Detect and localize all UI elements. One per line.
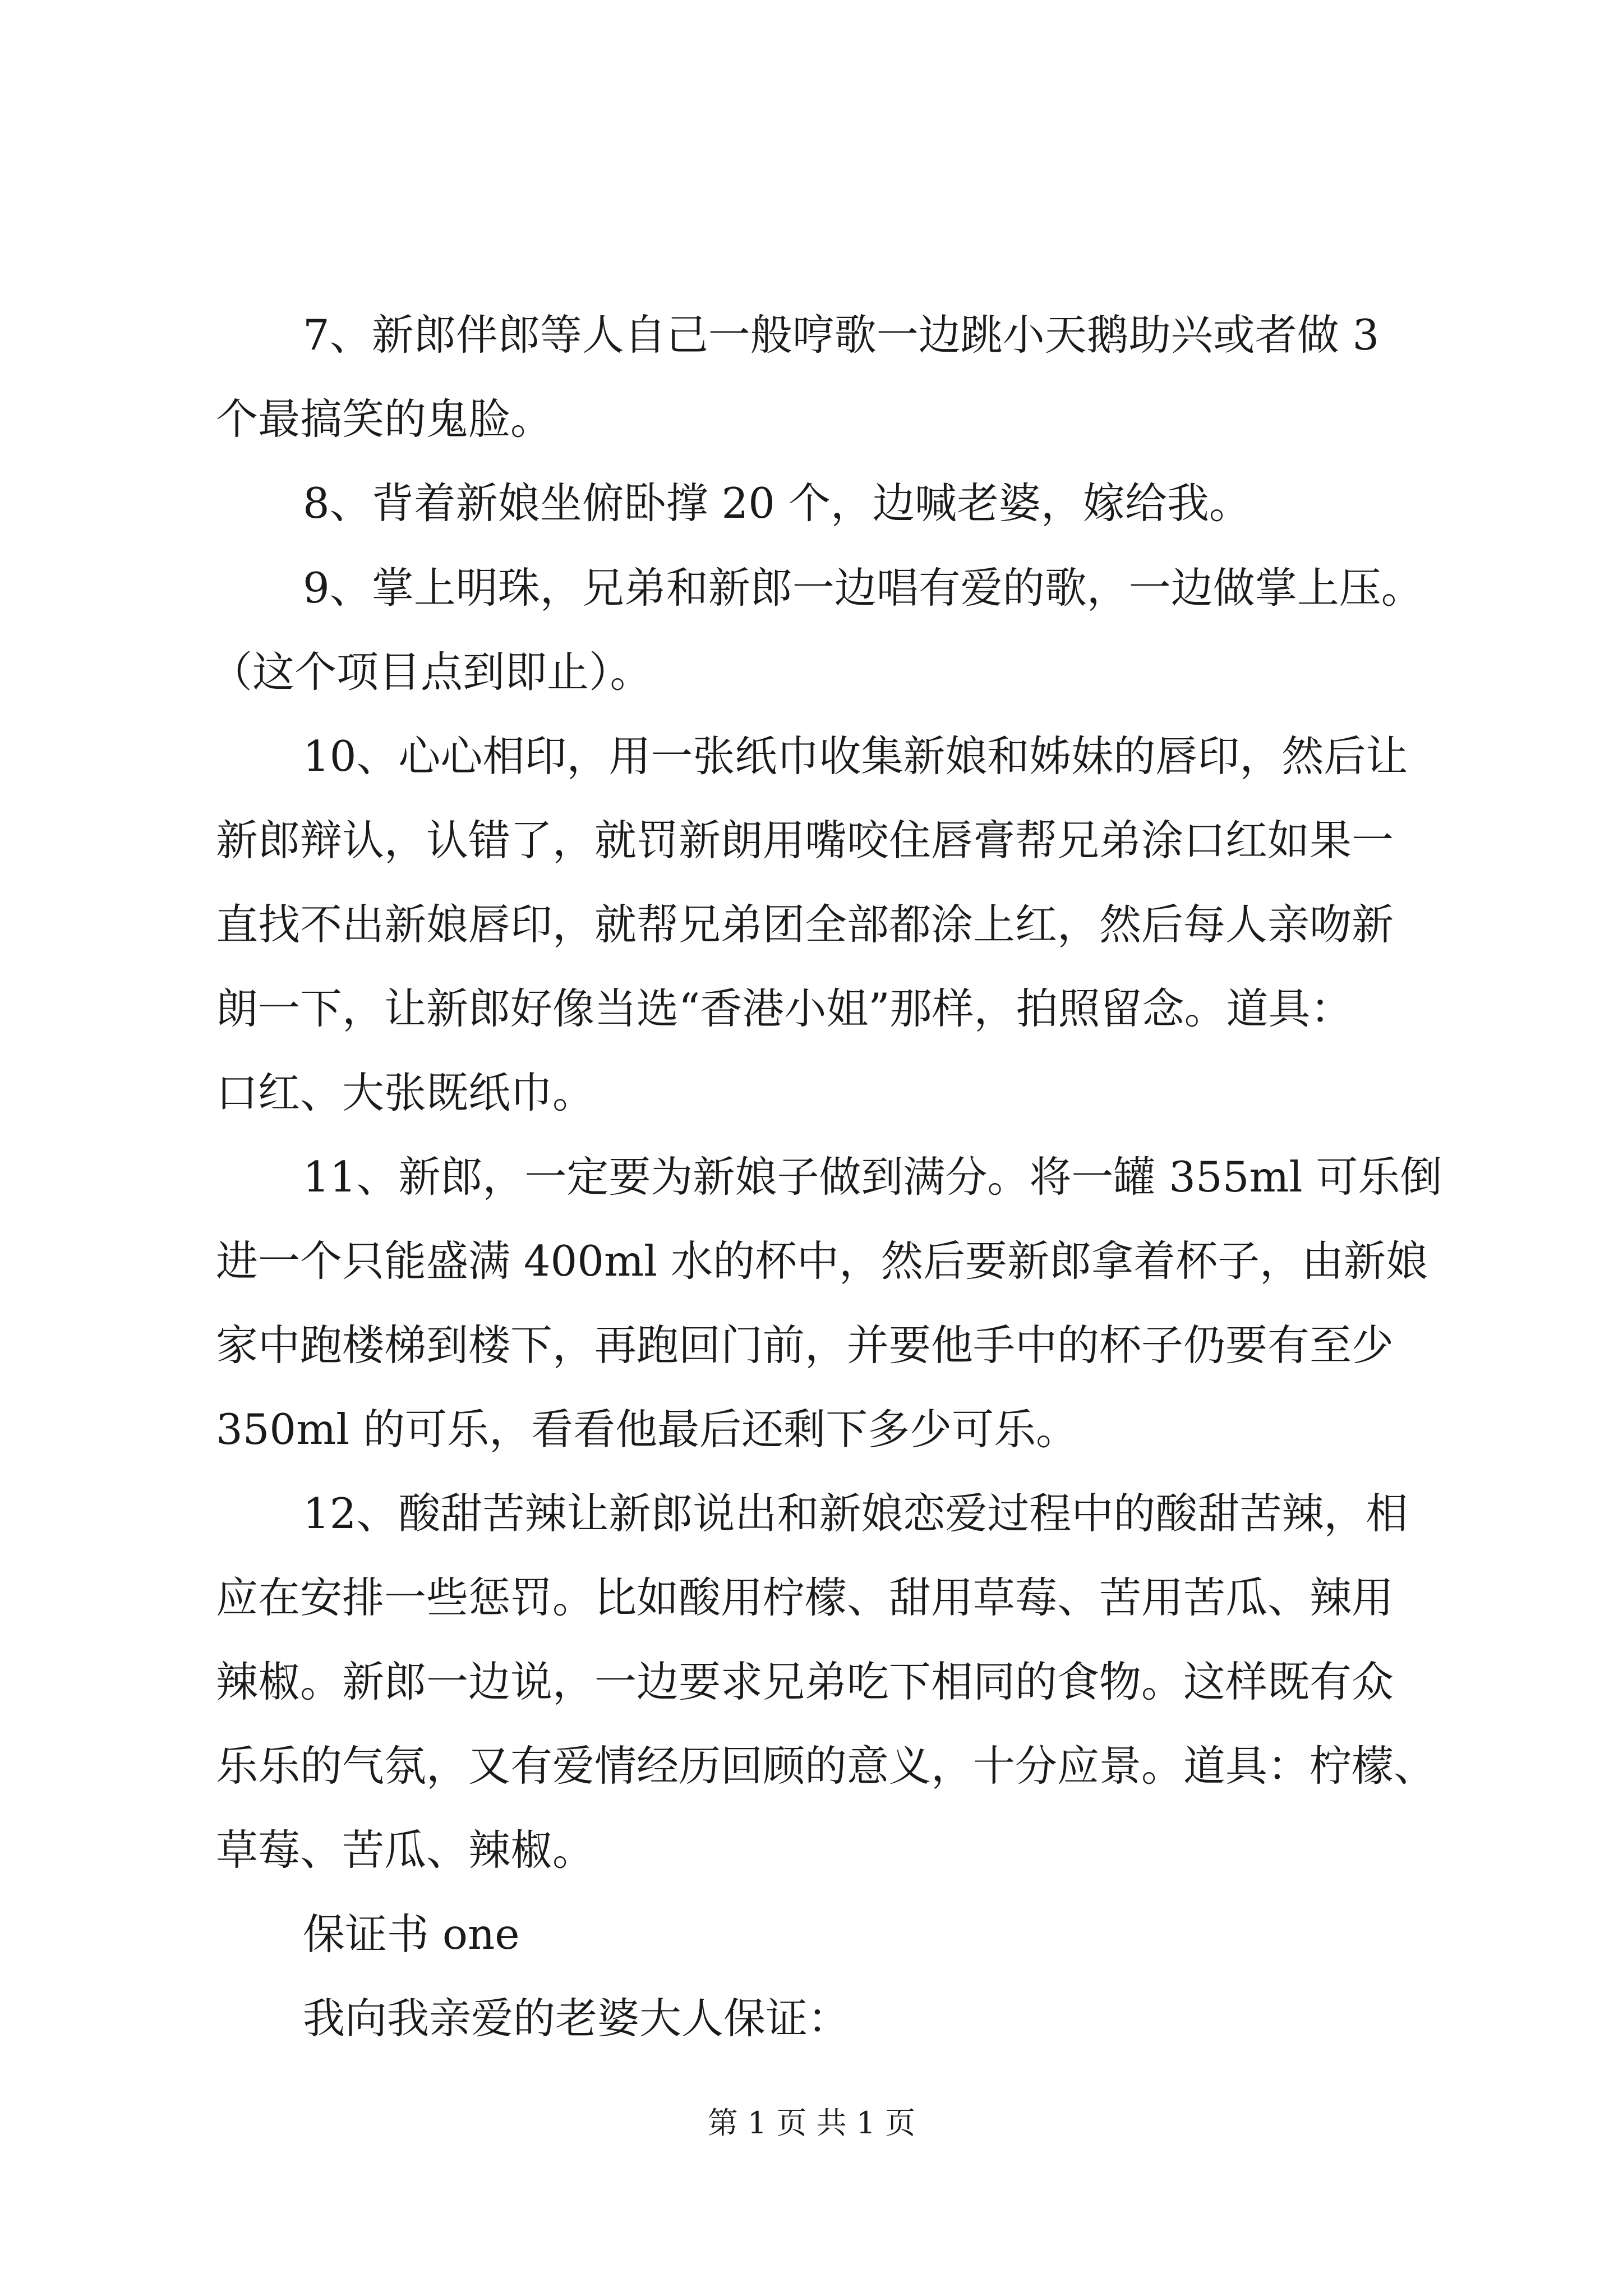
paragraph-line: 8、背着新娘坐俯卧撑 20 个，边喊老婆，嫁给我。: [303, 478, 1251, 528]
paragraph-line: 11、新郎，一定要为新娘子做到满分。将一罐 355ml 可乐倒: [303, 1152, 1442, 1202]
paragraph-line: 家中跑楼梯到楼下，再跑回门前，并要他手中的杯子仍要有至少: [216, 1320, 1394, 1370]
paragraph-line: 12、酸甜苦辣让新郎说出和新娘恋爱过程中的酸甜苦辣，相: [303, 1489, 1408, 1538]
paragraph-line: 9、掌上明珠，兄弟和新郎一边唱有爱的歌，一边做掌上压。: [303, 563, 1423, 613]
paragraph-line: 新郎辩认，认错了，就罚新朗用嘴咬住唇膏帮兄弟涂口红如果一: [216, 816, 1394, 865]
paragraph-line: 应在安排一些惩罚。比如酸用柠檬、甜用草莓、苦用苦瓜、辣用: [216, 1573, 1394, 1622]
paragraph-line: 朗一下，让新郎好像当选“香港小姐”那样，拍照留念。道具：: [216, 984, 1353, 1033]
paragraph-line: 进一个只能盛满 400ml 水的杯中，然后要新郎拿着杯子，由新娘: [216, 1236, 1428, 1286]
paragraph-line: 350ml 的可乐，看看他最后还剩下多少可乐。: [216, 1405, 1078, 1454]
paragraph-line: 草莓、苦瓜、辣椒。: [216, 1825, 595, 1875]
paragraph-line: 口红、大张既纸巾。: [216, 1068, 595, 1117]
section-heading: 保证书 one: [303, 1910, 520, 1959]
paragraph-line: 辣椒。新郎一边说，一边要求兄弟吃下相同的食物。这样既有众: [216, 1657, 1394, 1706]
paragraph-line: 7、新郎伴郎等人自己一般哼歌一边跳小天鹅助兴或者做 3: [303, 310, 1380, 360]
page-number-label: 第 1 页 共 1 页: [707, 2105, 916, 2141]
paragraph-line: 10、心心相印，用一张纸巾收集新娘和姊妹的唇印，然后让: [303, 731, 1408, 781]
page-footer: [0, 2101, 1623, 2146]
paragraph-line: 乐乐的气氛，又有爱情经历回顾的意义，十分应景。道具：柠檬、: [216, 1741, 1436, 1791]
paragraph-line: （这个项目点到即止）。: [210, 647, 652, 697]
paragraph-line: 直找不出新娘唇印，就帮兄弟团全部都涂上红，然后每人亲吻新: [216, 900, 1394, 949]
paragraph-line: 个最搞笑的鬼脸。: [216, 394, 553, 444]
paragraph-line: 我向我亲爱的老婆大人保证：: [303, 1994, 850, 2043]
